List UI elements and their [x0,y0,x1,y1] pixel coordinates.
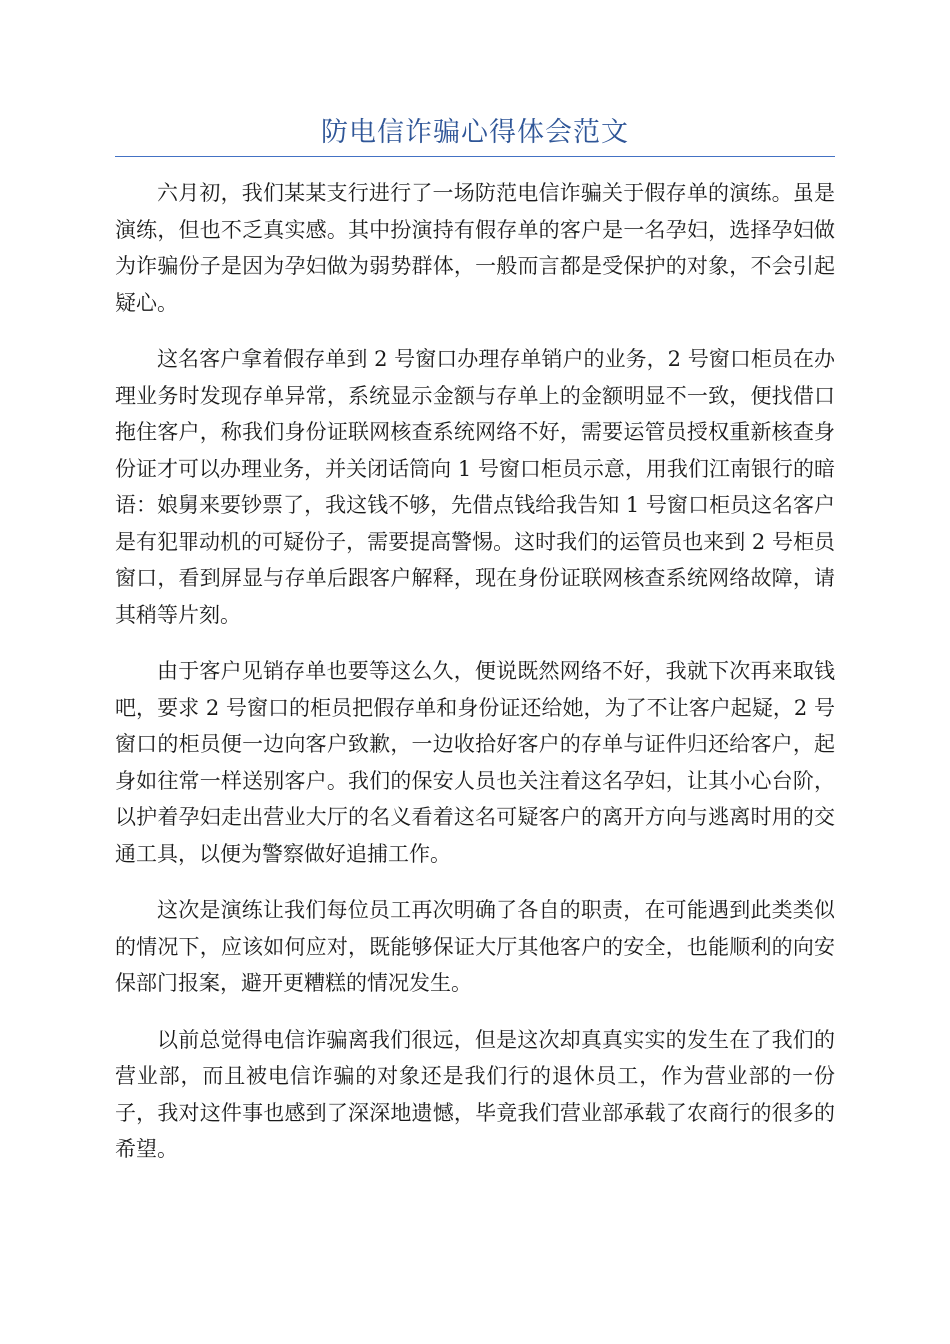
paragraph-5: 以前总觉得电信诈骗离我们很远，但是这次却真真实实的发生在了我们的营业部，而且被电信诈骗的对象还是我们行的退休员工，作为营业部的一份子，我对这件事也感到了深深地遗憾，毕竟我们营业部承载了农商行的很多的希望。 [115,1027,835,1161]
document-body [115,175,835,1188]
title-block [115,112,835,157]
paragraph-4: 这次是演练让我们每位员工再次明确了各自的职责，在可能遇到此类类似的情况下，应该如何应对，既能够保证大厅其他客户的安全，也能顺利的向安保部门报案，避开更糟糕的情况发生。 [115,898,835,995]
paragraph-2: 这名客户拿着假存单到 2 号窗口办理存单销户的业务，2 号窗口柜员在办理业务时发现存单异常，系统显示金额与存单上的金额明显不一致，便找借口拖住客户，称我们身份证联网核查系统网络不好，需要运管员授权重新核查身份证才可以办理业务，并关闭话筒向 1 号窗口柜员示意，用我们江南银行的暗语：娘舅来要钞票了，我这钱不够，先借点钱给我告知 1 号窗口柜员这名客户是有犯罪动机的可疑份子，需要提高警惕。这时我们的运管员也来到 2 号柜员窗口，看到屏显与存单后跟客户解释，现在身份证联网核查系统网络故障，请其稍等片刻。 [115,347,835,627]
paragraph-1: 六月初，我们某某支行进行了一场防范电信诈骗关于假存单的演练。虽是演练，但也不乏真实感。其中扮演持有假存单的客户是一名孕妇，选择孕妇做为诈骗份子是因为孕妇做为弱势群体，一般而言都是受保护的对象，不会引起疑心。 [115,181,835,315]
paragraph-3: 由于客户见销存单也要等这么久，便说既然网络不好，我就下次再来取钱吧，要求 2 号窗口的柜员把假存单和身份证还给她，为了不让客户起疑，2 号窗口的柜员便一边向客户致歉，一边收拾好客户的存单与证件归还给客户，起身如往常一样送别客户。我们的保安人员也关注着这名孕妇，让其小心台阶，以护着孕妇走出营业大厅的名义看着这名可疑客户的离开方向与逃离时用的交通工具，以便为警察做好追捕工作。 [115,659,835,866]
page-title: 防电信诈骗心得体会范文 [321,117,629,148]
